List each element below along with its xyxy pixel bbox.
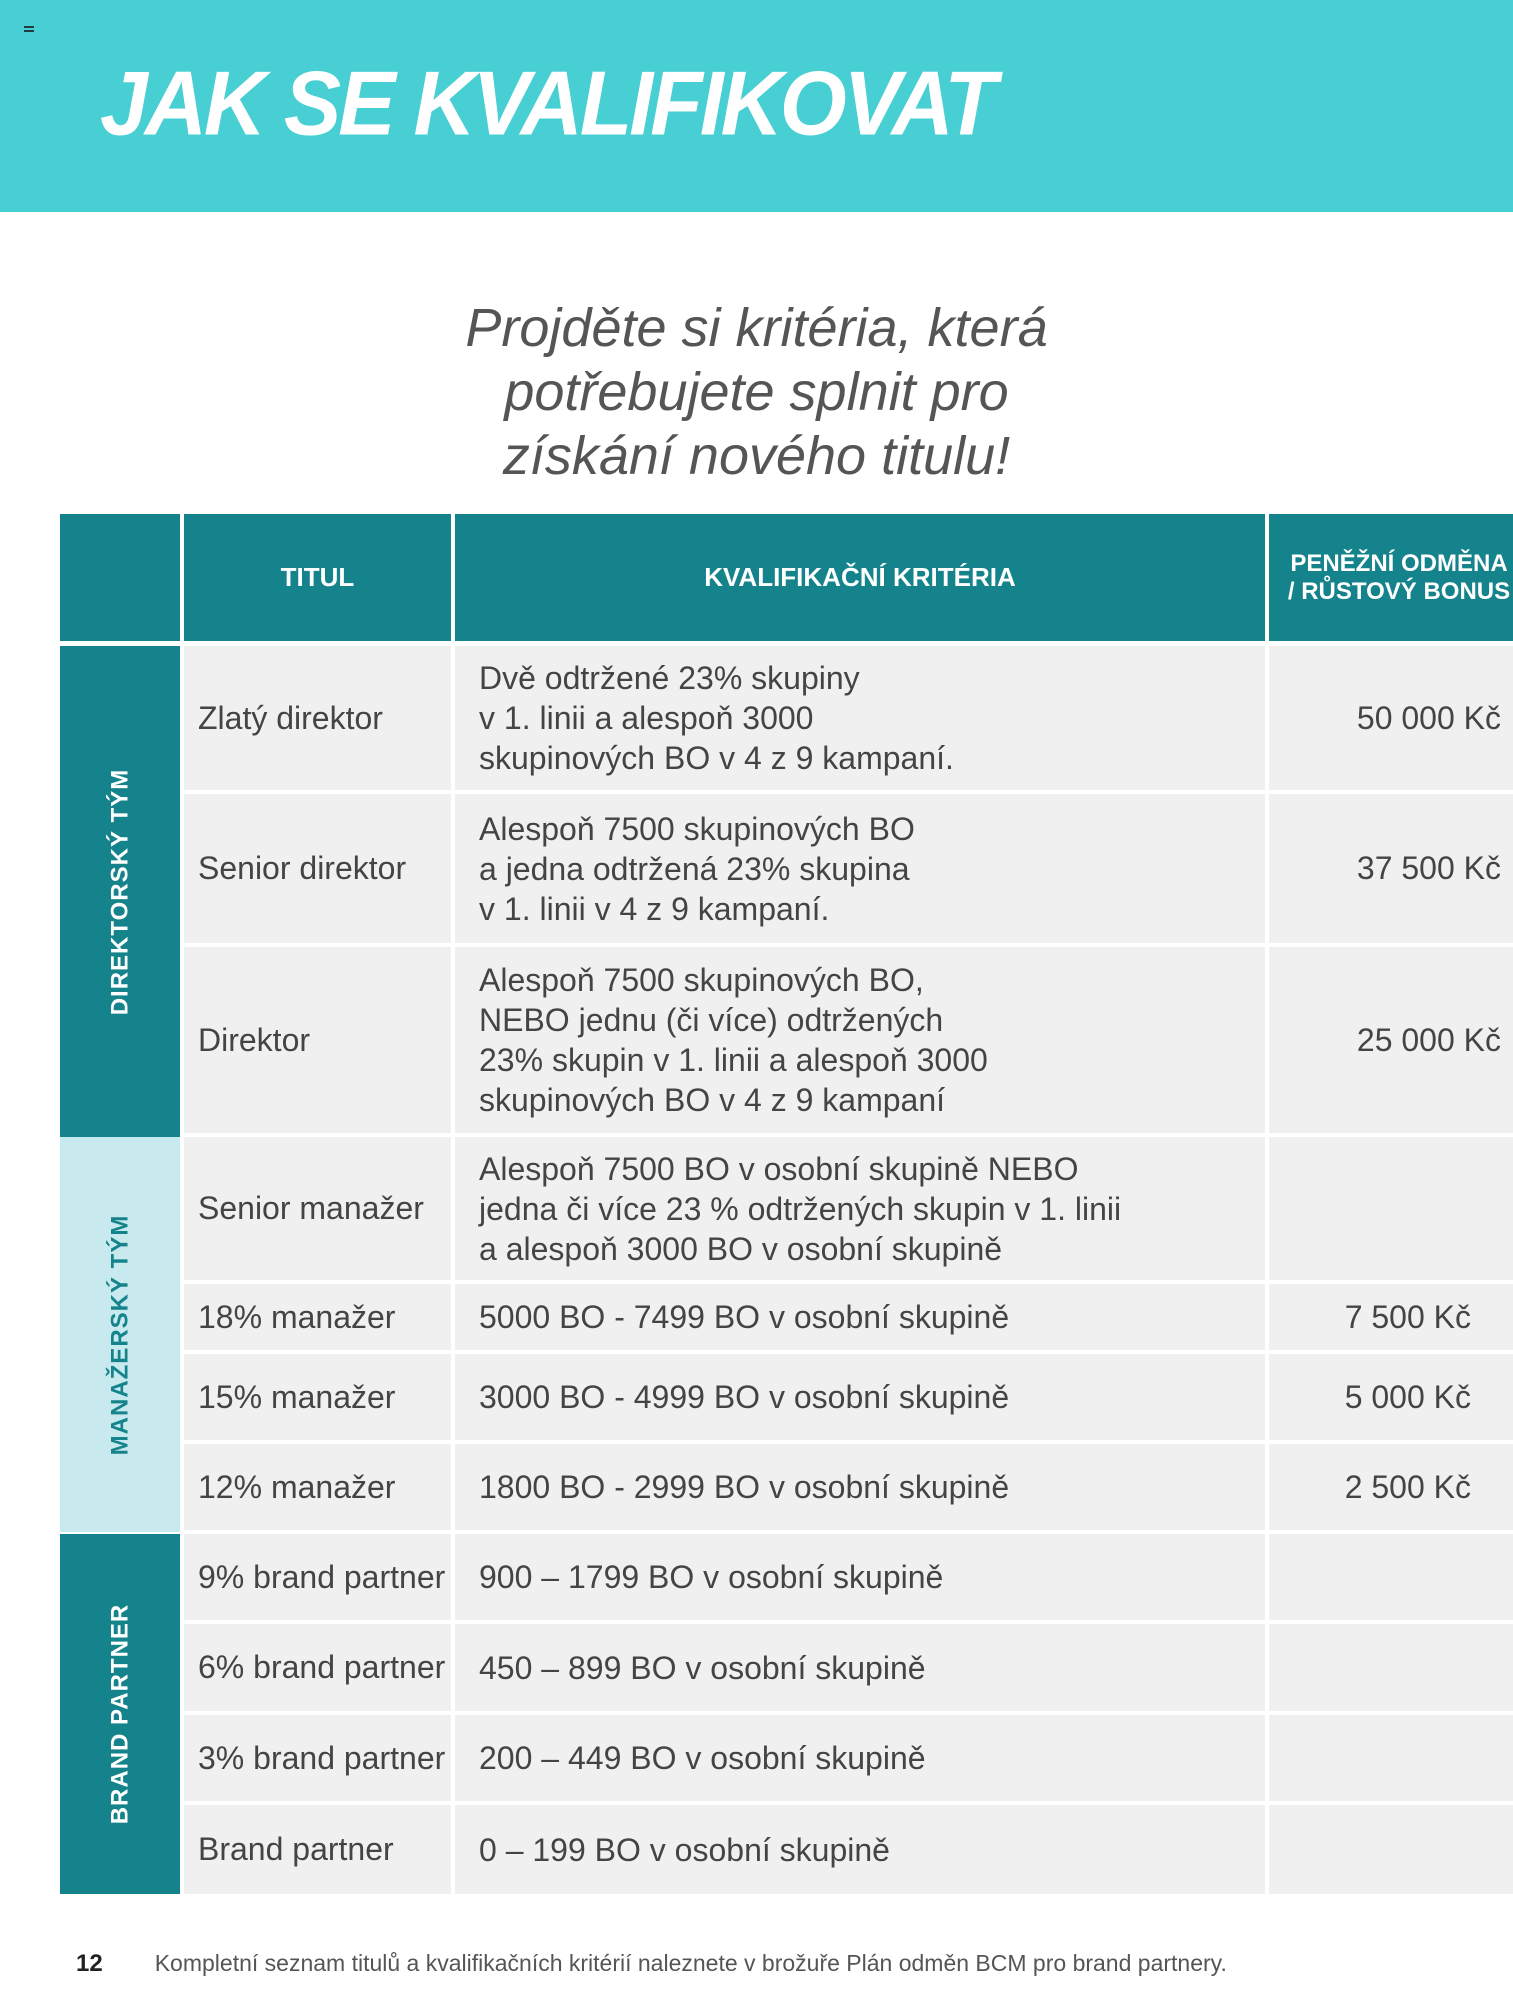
- group-label: BRAND PARTNER: [106, 1603, 133, 1825]
- table-row-reward: 37 500 Kč: [1269, 794, 1513, 943]
- intro-line: potřebujete splnit pro: [504, 362, 1009, 422]
- table-row-criteria: [455, 1624, 1265, 1711]
- table-row-reward: 2 500 Kč: [1269, 1444, 1513, 1530]
- footer-note: Kompletní seznam titulů a kvalifikačních kritérií naleznete v brožuře Plán odměn BCM pro brand partnery.: [154, 1950, 1227, 1976]
- intro-text: [0, 296, 1513, 488]
- group-label: MANAŽERSKÝ TÝM: [106, 1214, 134, 1455]
- group-brand-partners: [60, 1534, 180, 1894]
- criteria-text: 0 – 199 BO v osobní skupině: [479, 1831, 890, 1868]
- criteria-text: 5000 BO - 7499 BO v osobní skupině: [479, 1299, 1010, 1335]
- table-row-title: 18% manažer: [184, 1284, 451, 1350]
- header-corner: [60, 514, 180, 641]
- table-row-title: Zlatý direktor: [184, 646, 451, 790]
- group-directors: [60, 646, 180, 1137]
- table-row-criteria: [455, 1534, 1265, 1620]
- table-row-criteria: [455, 794, 1265, 943]
- table-row-title: Brand partner: [184, 1805, 451, 1894]
- table-row-reward: [1269, 1715, 1513, 1801]
- table-row-title: Senior direktor: [184, 794, 451, 943]
- group-managers: [60, 1137, 180, 1532]
- intro-line: získání nového titulu!: [502, 426, 1011, 486]
- table-row-reward: [1269, 1137, 1513, 1280]
- criteria-text: 1800 BO - 2999 BO v osobní skupině: [479, 1469, 1010, 1505]
- page-title: JAK SE KVALIFIKOVAT: [100, 53, 994, 155]
- table-row-criteria: [455, 1805, 1265, 1894]
- criteria-text: Alespoň 7500 skupinových BO a jedna odtržená 23% skupina v 1. linii v 4 z 9 kampaní.: [479, 810, 915, 927]
- table-row-title: Direktor: [184, 947, 451, 1133]
- table-row-title: 6% brand partner: [184, 1624, 451, 1711]
- table-row-title: 15% manažer: [184, 1354, 451, 1440]
- criteria-text: 3000 BO - 4999 BO v osobní skupině: [479, 1379, 1010, 1415]
- reward-header-line: / RŮSTOVÝ BONUS: [1287, 577, 1511, 605]
- column-header-title: TITUL: [184, 514, 451, 641]
- criteria-text: 900 – 1799 BO v osobní skupině: [479, 1559, 944, 1595]
- table-row-title: Senior manažer: [184, 1137, 451, 1280]
- criteria-text: 450 – 899 BO v osobní skupině: [479, 1649, 926, 1686]
- footer: [76, 1950, 1496, 1978]
- table-row-criteria: [455, 646, 1265, 790]
- table-row-reward: 25 000 Kč: [1269, 947, 1513, 1133]
- table-row-criteria: [455, 1354, 1265, 1440]
- group-label: DIREKTORSKÝ TÝM: [106, 768, 134, 1015]
- page-number: 12: [76, 1950, 103, 1977]
- table-row-reward: [1269, 1805, 1513, 1894]
- column-header-criteria: KVALIFIKAČNÍ KRITÉRIA: [455, 514, 1265, 641]
- table-row-reward: 50 000 Kč: [1269, 646, 1513, 790]
- criteria-text: Alespoň 7500 BO v osobní skupině NEBO jedna či více 23 % odtržených skupin v 1. linii a alespoň 3000 BO v osobní skupině: [479, 1150, 1122, 1267]
- table-row-reward: [1269, 1624, 1513, 1711]
- table-row-reward: 7 500 Kč: [1269, 1284, 1513, 1350]
- table-row-criteria: [455, 1715, 1265, 1801]
- table-row-criteria: [455, 1137, 1265, 1280]
- table-row-criteria: [455, 947, 1265, 1133]
- criteria-text: Dvě odtržené 23% skupiny v 1. linii a alespoň 3000 skupinových BO v 4 z 9 kampaní.: [479, 660, 954, 776]
- column-header-reward: [1269, 514, 1513, 641]
- criteria-text: 200 – 449 BO v osobní skupině: [479, 1740, 926, 1776]
- table-row-criteria: [455, 1444, 1265, 1530]
- table-row-title: 9% brand partner: [184, 1534, 451, 1620]
- table-row-reward: 5 000 Kč: [1269, 1354, 1513, 1440]
- table-row-reward: [1269, 1534, 1513, 1620]
- reward-header-line: PENĚŽNÍ ODMĚNA: [1290, 549, 1508, 577]
- criteria-text: Alespoň 7500 skupinových BO, NEBO jednu (či více) odtržených 23% skupin v 1. linii a alespoň 3000 skupinových BO v 4 z 9 kampaní: [479, 962, 988, 1118]
- table-row-title: 12% manažer: [184, 1444, 451, 1530]
- intro-line: Projděte si kritéria, která: [465, 298, 1048, 358]
- menu-icon[interactable]: [24, 26, 34, 34]
- table-row-criteria: [455, 1284, 1265, 1350]
- page-header: [0, 0, 1513, 212]
- table-row-title: 3% brand partner: [184, 1715, 451, 1801]
